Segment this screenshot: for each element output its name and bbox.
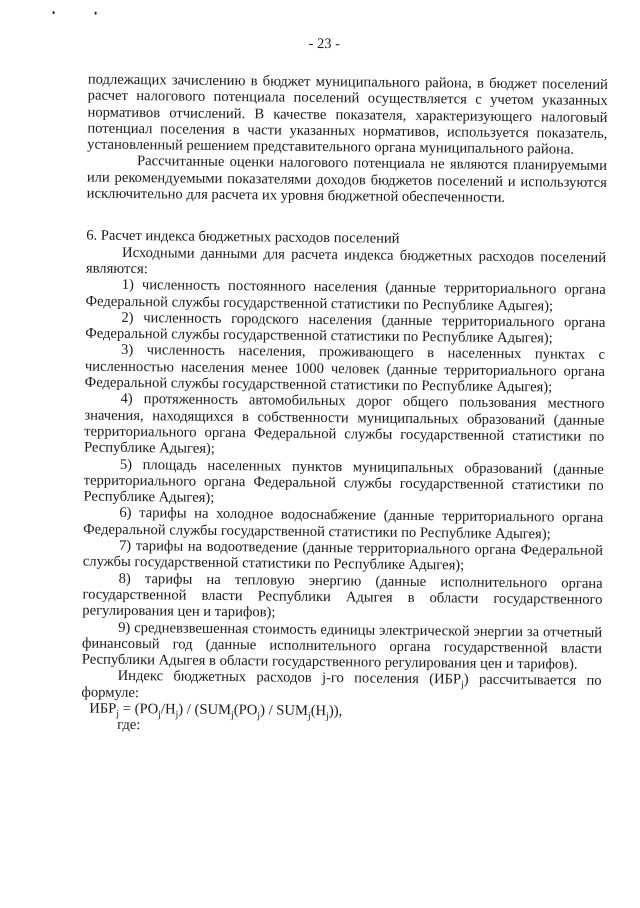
formula-part: ИБР: [89, 700, 117, 717]
formula-part: ) / SUM: [260, 702, 309, 719]
formula-part: )),: [328, 703, 343, 720]
list-item: 4) протяженность автомобильных дорог общего пользования местного значения, находящихся в собственности муниципальных образований (данные территориального органа Федеральной службы государственной статистики по Республике Адыгея);: [83, 391, 605, 458]
list-item: 3) численность населения, проживающего в населенных пунктах с численностью населения менее 1000 человек (данные территориального органа Федеральной службы государственной статистики по Республике Адыгея);: [84, 342, 606, 396]
formula-part: ) / (SUM: [178, 701, 232, 719]
formula-sub: j: [307, 710, 311, 722]
list-item: 8) тарифы на тепловую энергию (данные исполнительного органа государственной власти Республики Адыгея в области государственного регулирования цен и тарифов);: [82, 570, 603, 621]
index-text-after: ) рассчитывается по формуле:: [81, 671, 602, 701]
index-subscript: j: [460, 679, 464, 691]
index-text-before: Индекс бюджетных расходов j-го поселения (ИБР: [117, 668, 462, 688]
formula-sub: j: [175, 709, 179, 721]
formula-part: = (PO: [119, 700, 159, 718]
list-item: 1) численность постоянного населения (данные территориального органа Федеральной службы государственной статистики по Республике Адыгея);: [85, 277, 606, 314]
list-item: 9) средневзвешенная стоимость единицы электрической энергии за отчетный финансовый год (данные исполнительного органа государственной власти Республики Адыгея в области государственного регулирования цен и тарифов).: [81, 619, 603, 673]
page-number: - 23 -: [308, 35, 341, 53]
formula-sub: j: [257, 710, 261, 722]
paragraph: подлежащих зачислению в бюджет муниципального района, в бюджет поселений расчет налогового потенциала поселений осуществляется с учетом указанных нормативов отчислений. В качестве показателя, характеризующего налоговый потенциал поселения в части указанных нормативов, используется показатель, установленный решением представительного органа муниципального района.: [87, 71, 608, 158]
paragraph: Исходными данными для расчета индекса бюджетных расходов поселений являются:: [85, 244, 607, 278]
formula-part: (H: [310, 702, 327, 720]
where-label: где:: [117, 717, 141, 734]
list-item: 7) тарифы на водоотведение (данные территориального органа Федеральной службы государственной статистики по Республике Адыгея);: [82, 537, 604, 574]
list-item: 5) площадь населенных пунктов муниципальных образований (данные территориального органа Федеральной службы государственной статистики по Республике Адыгея);: [83, 456, 604, 507]
formula-sub: j: [116, 708, 120, 720]
formula-sub: j: [230, 709, 234, 722]
formula-sub: j: [326, 710, 329, 722]
paragraph: [81, 668, 601, 706]
paragraph: Рассчитанные оценки налогового потенциала не являются планируемыми или рекомендуемыми показателями доходов бюджетов поселений и используются исключительно для расчета их уровня бюджетной обеспеченности.: [86, 153, 608, 207]
formula-part: /H: [160, 701, 176, 718]
list-item: 6) тарифы на холодное водоснабжение (данные территориального органа Федеральной службы государственной статистики по Республике Адыгея);: [83, 505, 604, 543]
section-title: 6. Расчет индекса бюджетных расходов поселений: [86, 227, 400, 248]
formula-sub: j: [158, 709, 161, 721]
scan-speck: [53, 11, 55, 14]
formula-part: (PO: [233, 702, 258, 719]
document-body: [81, 72, 608, 739]
scan-speck: [95, 12, 97, 15]
list-item: 2) численность городского населения (данные территориального органа Федеральной службы государственной статистики по Республике Адыгея);: [85, 309, 606, 347]
